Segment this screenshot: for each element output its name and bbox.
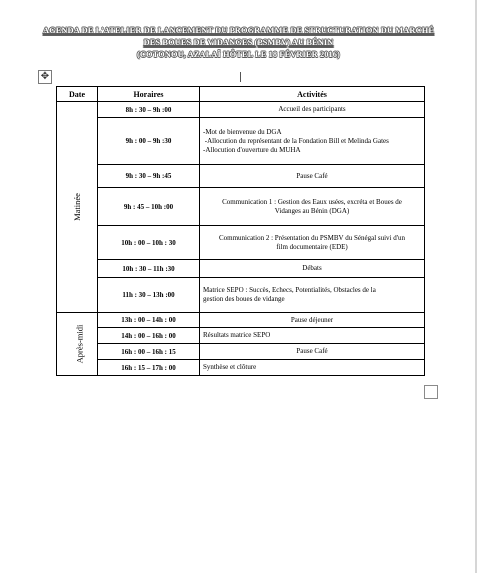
activity-cell[interactable]: Synthèse et clôture — [200, 360, 425, 376]
table-row — [57, 165, 425, 188]
table-row — [57, 102, 425, 118]
time-cell[interactable]: 10h : 30 – 11h :30 — [98, 260, 200, 278]
time-cell[interactable]: 16h : 00 – 16h : 15 — [98, 344, 200, 360]
header-date: Date — [57, 87, 98, 102]
time-cell[interactable]: 13h : 00 – 14h : 00 — [98, 313, 200, 328]
period-cell-afternoon — [57, 313, 98, 376]
table-move-handle-icon[interactable]: ✥ — [38, 70, 52, 84]
table-row — [57, 344, 425, 360]
agenda-title-line-2: DES BOUES DE VIDANGES (PSMBV) AU BÉNIN — [143, 38, 334, 47]
header-horaires: Horaires — [98, 87, 200, 102]
table-row — [57, 278, 425, 313]
time-cell[interactable]: 9h : 45 – 10h :00 — [98, 188, 200, 226]
period-label-morning: Matinée — [71, 193, 82, 221]
period-cell-morning — [57, 102, 98, 313]
agenda-title-line-3: (COTONOU, AZALAÏ HÔTEL LE 18 FÉVRIER 2016) — [137, 50, 340, 59]
table-row — [57, 313, 425, 328]
activity-cell[interactable]: Accueil des participants — [200, 102, 425, 118]
activity-cell[interactable]: Communication 1 : Gestion des Eaux usées, excréta et Boues de Vidanges au Bénin (DGA) — [200, 188, 425, 226]
time-cell[interactable]: 11h : 30 – 13h :00 — [98, 278, 200, 313]
time-cell[interactable]: 8h : 30 – 9h :00 — [98, 102, 200, 118]
period-label-afternoon: Après-midi — [74, 324, 85, 364]
activity-cell[interactable]: Débats — [200, 260, 425, 278]
time-cell[interactable]: 9h : 30 – 9h :45 — [98, 165, 200, 188]
agenda-title-line-1: AGENDA DE L'ATELIER DE LANCEMENT DU PROGRAMME DE STRUCTURATION DU MARCHÉ — [42, 26, 435, 35]
activity-cell[interactable]: -Mot de bienvenue du DGA -Allocution du représentant de la Fondation Bill et Melinda Gates -Allocution d'ouverture du MUHA — [200, 118, 425, 165]
table-header-row — [57, 87, 425, 102]
table-resize-handle-icon[interactable] — [424, 385, 438, 399]
activity-cell[interactable]: Communication 2 : Présentation du PSMBV du Sénégal suivi d'un film documentaire (EDE) — [200, 226, 425, 260]
time-cell[interactable]: 16h : 15 – 17h : 00 — [98, 360, 200, 376]
table-row — [57, 118, 425, 165]
time-cell[interactable]: 9h : 00 – 9h :30 — [98, 118, 200, 165]
activity-cell[interactable]: Pause Café — [200, 165, 425, 188]
text-cursor — [240, 72, 241, 82]
agenda-table — [56, 86, 425, 376]
table-row — [57, 226, 425, 260]
activity-cell[interactable]: Pause Café — [200, 344, 425, 360]
table-row — [57, 328, 425, 344]
activity-cell[interactable]: Résultats matrice SEPO — [200, 328, 425, 344]
time-cell[interactable]: 10h : 00 – 10h : 30 — [98, 226, 200, 260]
table-row — [57, 260, 425, 278]
activity-cell[interactable]: Matrice SEPO : Succès, Echecs, Potentialités, Obstacles de la gestion des boues de vidange — [200, 278, 425, 313]
time-cell[interactable]: 14h : 00 – 16h : 00 — [98, 328, 200, 344]
table-row — [57, 360, 425, 376]
table-row — [57, 188, 425, 226]
header-activites: Activités — [200, 87, 425, 102]
activity-cell[interactable]: Pause déjeuner — [200, 313, 425, 328]
